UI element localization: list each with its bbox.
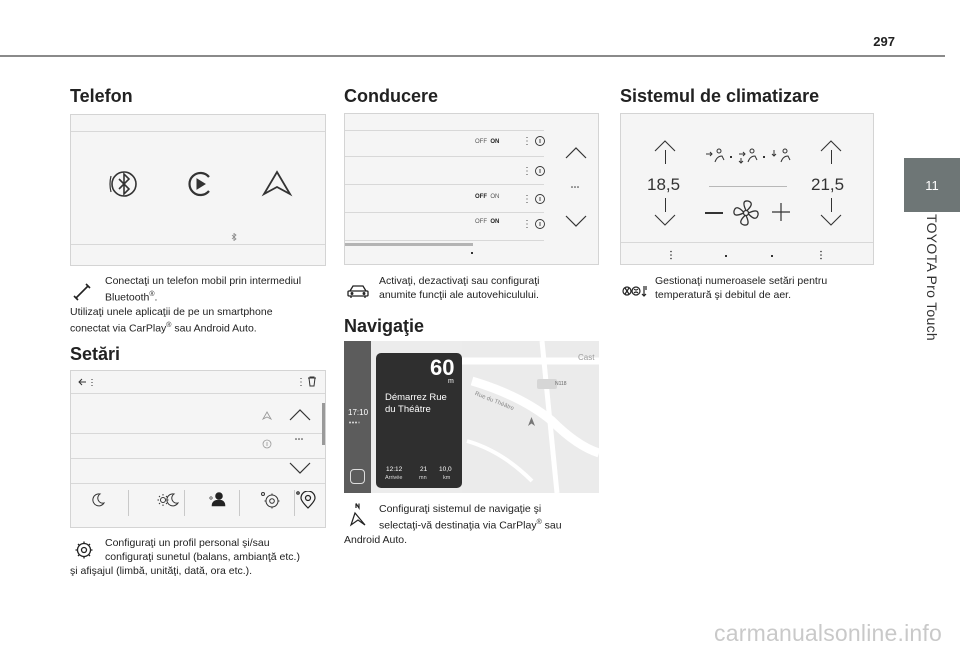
more-icon[interactable] [294,437,304,441]
nav-clock: 17:10 [348,408,369,417]
setari-caption-line2: configuraţi sunetul (balans, ambianţă etc.) [105,551,300,563]
telefon-caption-line3: Utilizaţi unele aplicaţii de pe un smartphone [70,305,273,318]
duration-label: mn [419,475,427,481]
navigatie-caption-carplay: selectaţi-vă destinaţia via CarPlay [379,519,537,532]
night-mode-icon[interactable] [91,493,105,507]
climatizare-caption-line1: Gestionaţi numeroasele setări pentru [655,275,828,287]
telefon-caption-line1: Conectaţi un telefon mobil prin intermediul [105,275,302,287]
airflow-divider [709,186,787,187]
section-heading-climatizare: Sistemul de climatizare [620,86,820,106]
row-info-icon[interactable] [525,193,547,205]
airflow-face-icon[interactable] [705,148,725,164]
carplay-icon[interactable] [185,169,215,199]
instruction-line1: Démarrez Rue [385,392,447,403]
telefon-caption-bluetooth: Bluetooth [105,291,150,304]
divider [621,242,873,243]
airflow-feet-icon[interactable] [771,148,791,164]
navigatie-caption-line2: selectaţi-vă destinaţia via CarPlay® sau [379,519,562,532]
fan-icon[interactable] [731,198,761,228]
section-heading-conducere: Conducere [344,86,439,106]
settings-gear-icon[interactable] [260,491,280,509]
icon-separator [239,490,240,516]
fan-decrease-icon[interactable] [705,212,723,214]
user-profile-icon[interactable] [208,491,226,507]
page-number: 297 [873,34,895,49]
temp-left-tick [665,198,666,212]
row-info-icon[interactable] [525,218,547,230]
conducere-screen [344,113,599,265]
more-icon[interactable] [570,185,580,189]
mode-separator-dot [730,156,732,158]
day-night-icon[interactable] [157,492,179,508]
setari-screen [70,370,326,528]
bluetooth-status-icon [231,233,237,241]
watermark: carmanualsonline.info [714,620,942,646]
telefon-caption-carplay: conectat via CarPlay [70,322,167,334]
mode-separator-dot [763,156,765,158]
toggle-on-label: ON [490,139,500,145]
climatizare-caption [620,274,880,302]
divider [345,156,544,157]
scroll-up-icon[interactable] [565,147,587,159]
distance-value: 60 [430,355,455,380]
divider [345,130,544,131]
divider [345,212,544,213]
setari-caption [70,536,332,578]
toggle-row-3[interactable] [475,219,499,225]
arrival-label: Arrivée [385,475,403,481]
nav-home-button[interactable] [350,469,365,484]
navigatie-caption-line3: Android Auto. [344,533,408,546]
chapter-title-text: TOYOTA Pro Touch [924,214,940,341]
divider [71,458,325,459]
temp-right-tick [831,198,832,212]
remaining-label: km [443,475,451,481]
toggle-on-label: ON [490,194,500,200]
duration-value: 21 [420,466,428,473]
toggle-off-label: OFF [475,194,487,200]
section-heading-navigatie: Navigaţie [344,316,425,336]
page-dots-right [819,250,823,260]
location-settings-icon[interactable] [296,491,316,509]
telefon-caption-android: sau Android Auto. [171,322,257,334]
temp-left-down-icon[interactable] [654,214,676,226]
icon-separator [294,490,295,516]
nav-signal-dots [348,421,368,424]
page-dot [771,255,773,257]
navigatie-screen [344,341,599,493]
temp-right-down-icon[interactable] [820,214,842,226]
divider [71,483,325,484]
toggle-on-label: ON [490,219,500,225]
toggle-row-1[interactable] [475,139,499,145]
scroll-up-icon[interactable] [289,409,311,421]
arrival-time: 12:12 [386,466,403,473]
distance-unit: m [448,378,454,385]
navigatie-caption-line1: Configuraţi sistemul de navigaţie şi [379,503,542,515]
divider [345,240,544,241]
row-info-icon[interactable] [525,165,547,177]
chapter-tab: 11 [904,158,960,212]
temp-right-value: 21,5 [811,175,845,194]
navigatie-caption-sau: sau [541,519,562,532]
remaining-value: 10,0 [439,466,452,473]
setari-caption-line1: Configuraţi un profil personal şi/sau [105,537,270,549]
temp-left-value: 18,5 [647,175,681,194]
position-arrow-icon [528,417,535,426]
menu-dots-icon[interactable] [297,377,305,387]
icon-separator [184,490,185,516]
telefon-caption [70,274,332,335]
temp-right-tick [831,150,832,164]
page-indicator-dot [471,252,473,254]
page-dots-left [669,250,673,260]
divider [71,244,325,245]
telefon-caption-line2: Bluetooth®. [105,291,158,304]
telefon-screen [70,114,326,266]
map-label-cast: Cast [578,353,595,362]
section-heading-setari: Setări [70,344,121,364]
climatizare-screen [620,113,874,265]
android-auto-small-icon [262,411,272,420]
telefon-caption-line4: conectat via CarPlay® sau Android Auto. [70,321,257,334]
page-dot [725,255,727,257]
android-auto-icon[interactable] [261,169,293,197]
conducere-caption-line1: Activaţi, dezactivaţi sau configuraţi [379,275,540,287]
climatizare-caption-line2: temperatură şi debitul de aer. [655,289,791,301]
toggle-row-2[interactable] [475,194,499,200]
row-info-icon[interactable] [525,135,547,147]
chapter-title [904,214,960,369]
info-small-icon [262,439,272,449]
map-label-street: Rue du Théâtre [473,391,515,413]
scroll-down-icon[interactable] [289,462,311,474]
scrollbar[interactable] [322,403,325,445]
header-rule [0,55,945,57]
airflow-face-feet-icon[interactable] [738,148,758,164]
conducere-caption-line2: anumite funcţii ale autovehiculului. [379,289,539,301]
divider [71,433,325,434]
setari-caption-line3: şi afişajul (limbă, unităţi, dată, ora etc.). [70,565,253,577]
progress-bar [345,243,473,246]
icon-separator [128,490,129,516]
navigatie-caption [344,502,606,547]
toggle-off-label: OFF [475,139,487,145]
bluetooth-icon[interactable] [107,167,141,201]
toggle-off-label: OFF [475,219,487,225]
instruction-line2: du Théâtre [385,404,431,415]
scroll-down-icon[interactable] [565,215,587,227]
back-icon[interactable] [77,377,97,387]
divider [71,393,325,394]
map-label-road: N118 [555,381,567,387]
temp-left-tick [665,150,666,164]
trash-icon[interactable] [307,376,317,387]
conducere-caption [344,274,606,302]
fan-increase-icon[interactable] [771,202,791,222]
divider [345,184,544,185]
section-heading-telefon: Telefon [70,86,133,106]
divider [71,131,325,132]
